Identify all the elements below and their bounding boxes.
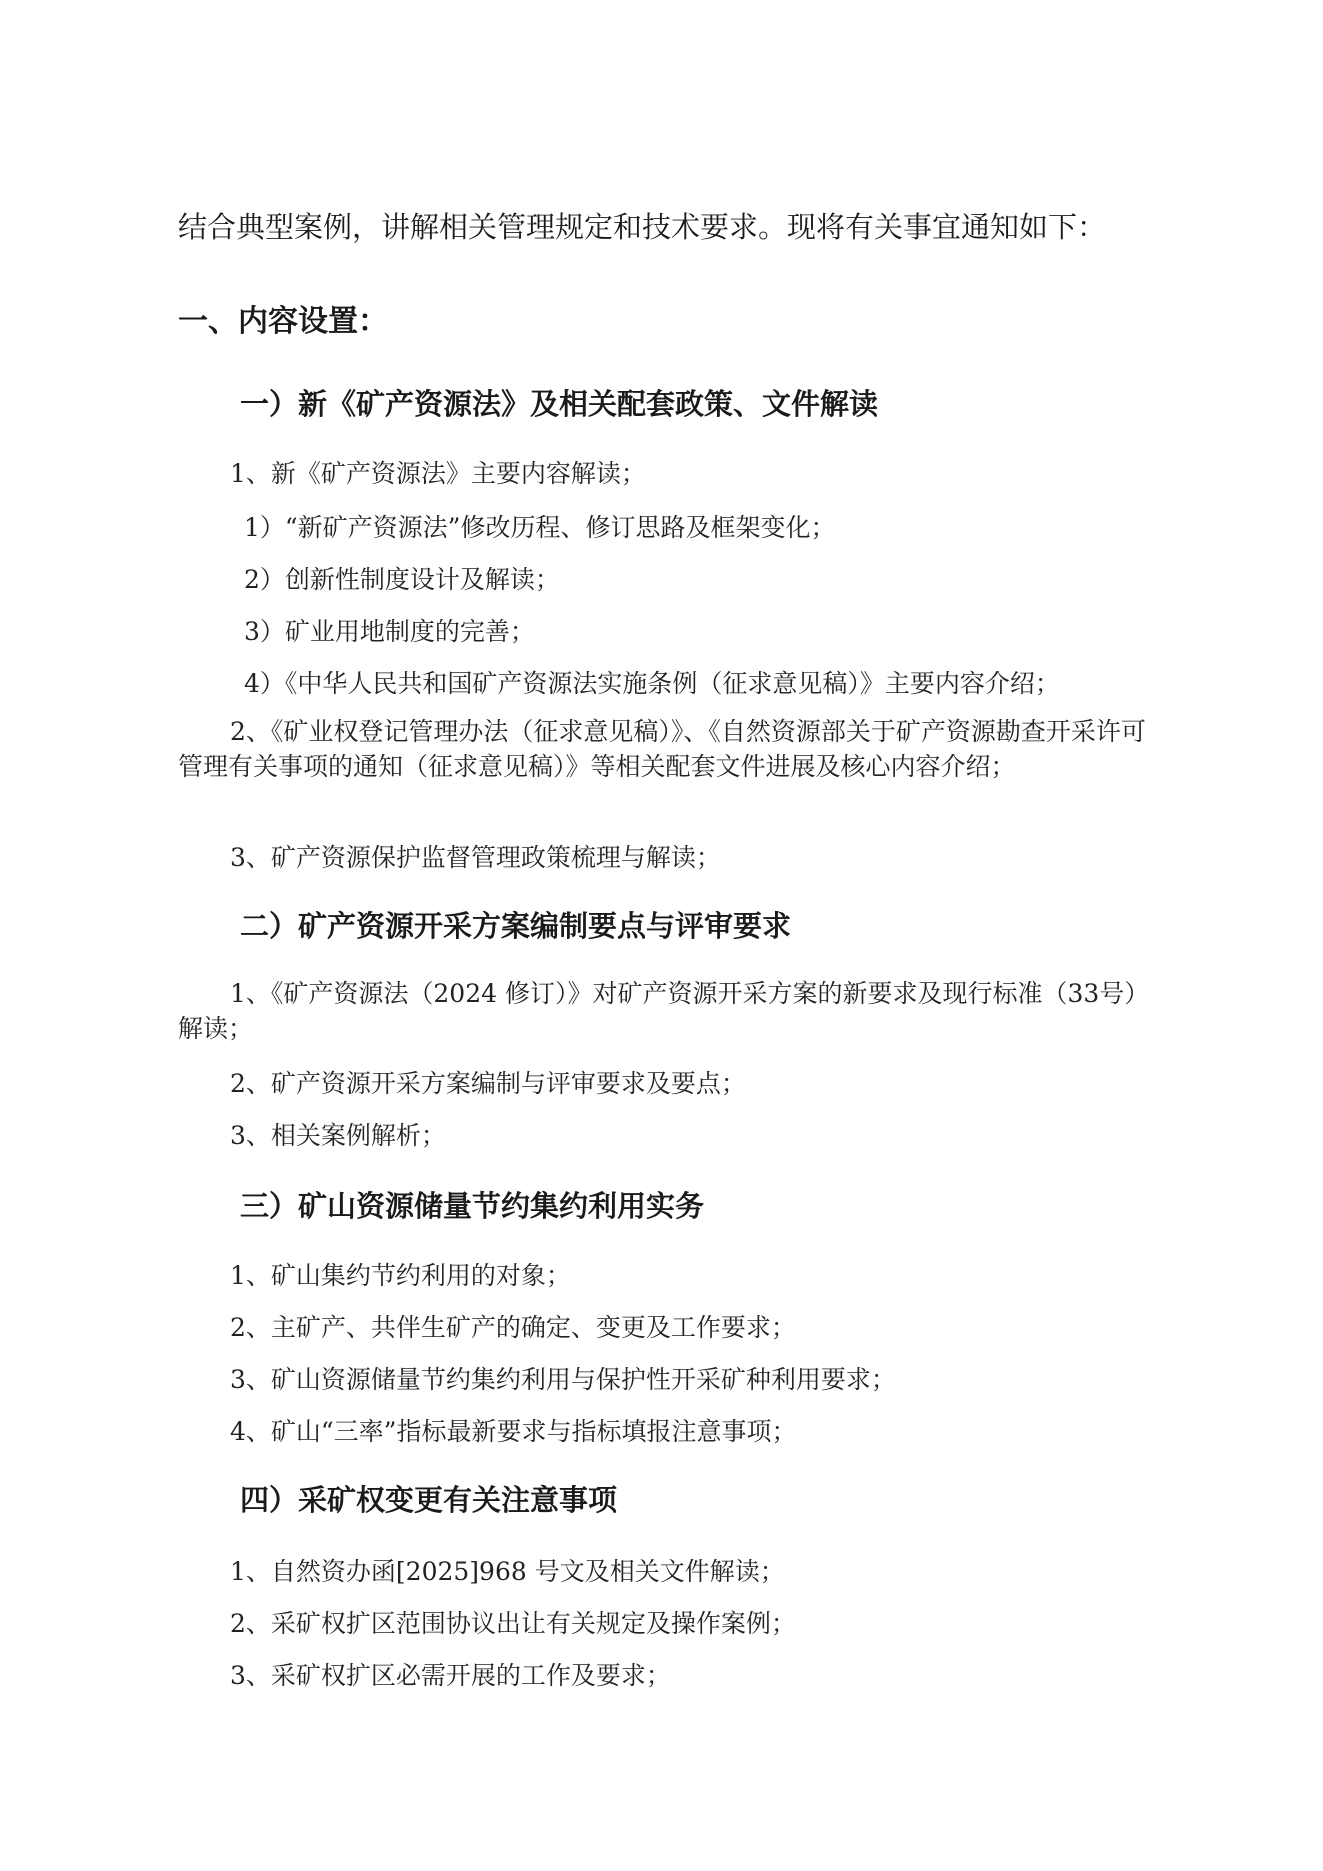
list-item: 3、矿产资源保护监督管理政策梳理与解读；	[230, 843, 721, 872]
list-item: 1、新《矿产资源法》主要内容解读；	[230, 459, 646, 488]
list-item: 2、《矿业权登记管理办法（征求意见稿）》、《自然资源部关于矿产资源勘查开采许可管理有关事项的通知（征求意见稿）》等相关配套文件进展及核心内容介绍；	[178, 717, 1146, 781]
list-item: 2、采矿权扩区范围协议出让有关规定及操作案例；	[230, 1609, 796, 1638]
subsection-heading-1: 一）新《矿产资源法》及相关配套政策、文件解读	[240, 387, 879, 421]
list-item: 4）《中华人民共和国矿产资源法实施条例（征求意见稿）》主要内容介绍；	[244, 669, 1060, 698]
list-item: 1）“新矿产资源法”修改历程、修订思路及框架变化；	[244, 513, 836, 542]
list-item: 1、自然资办函[2025]968 号文及相关文件解读；	[230, 1557, 785, 1586]
list-item: 3、采矿权扩区必需开展的工作及要求；	[230, 1661, 671, 1690]
list-item: 4、矿山“三率”指标最新要求与指标填报注意事项；	[230, 1417, 797, 1446]
subsection-heading-3: 三）矿山资源储量节约集约利用实务	[240, 1189, 705, 1223]
list-item: 1、矿山集约节约利用的对象；	[230, 1261, 571, 1290]
subsection-heading-2: 二）矿产资源开采方案编制要点与评审要求	[240, 909, 792, 943]
list-item: 2、主矿产、共伴生矿产的确定、变更及工作要求；	[230, 1313, 796, 1342]
list-item: 3）矿业用地制度的完善；	[244, 617, 535, 646]
list-item: 3、矿山资源储量节约集约利用与保护性开采矿种利用要求；	[230, 1365, 896, 1394]
list-item: 2、矿产资源开采方案编制与评审要求及要点；	[230, 1069, 746, 1098]
list-item: 1、《矿产资源法（2024 修订）》对矿产资源开采方案的新要求及现行标准（33号）解读；	[178, 979, 1150, 1043]
subsection-heading-4: 四）采矿权变更有关注意事项	[240, 1483, 618, 1517]
section-heading-content-setup: 一、内容设置：	[178, 304, 388, 339]
list-item: 2）创新性制度设计及解读；	[244, 565, 560, 594]
list-item: 3、相关案例解析；	[230, 1121, 446, 1150]
intro-paragraph: 结合典型案例，讲解相关管理规定和技术要求。现将有关事宜通知如下：	[178, 210, 1107, 244]
